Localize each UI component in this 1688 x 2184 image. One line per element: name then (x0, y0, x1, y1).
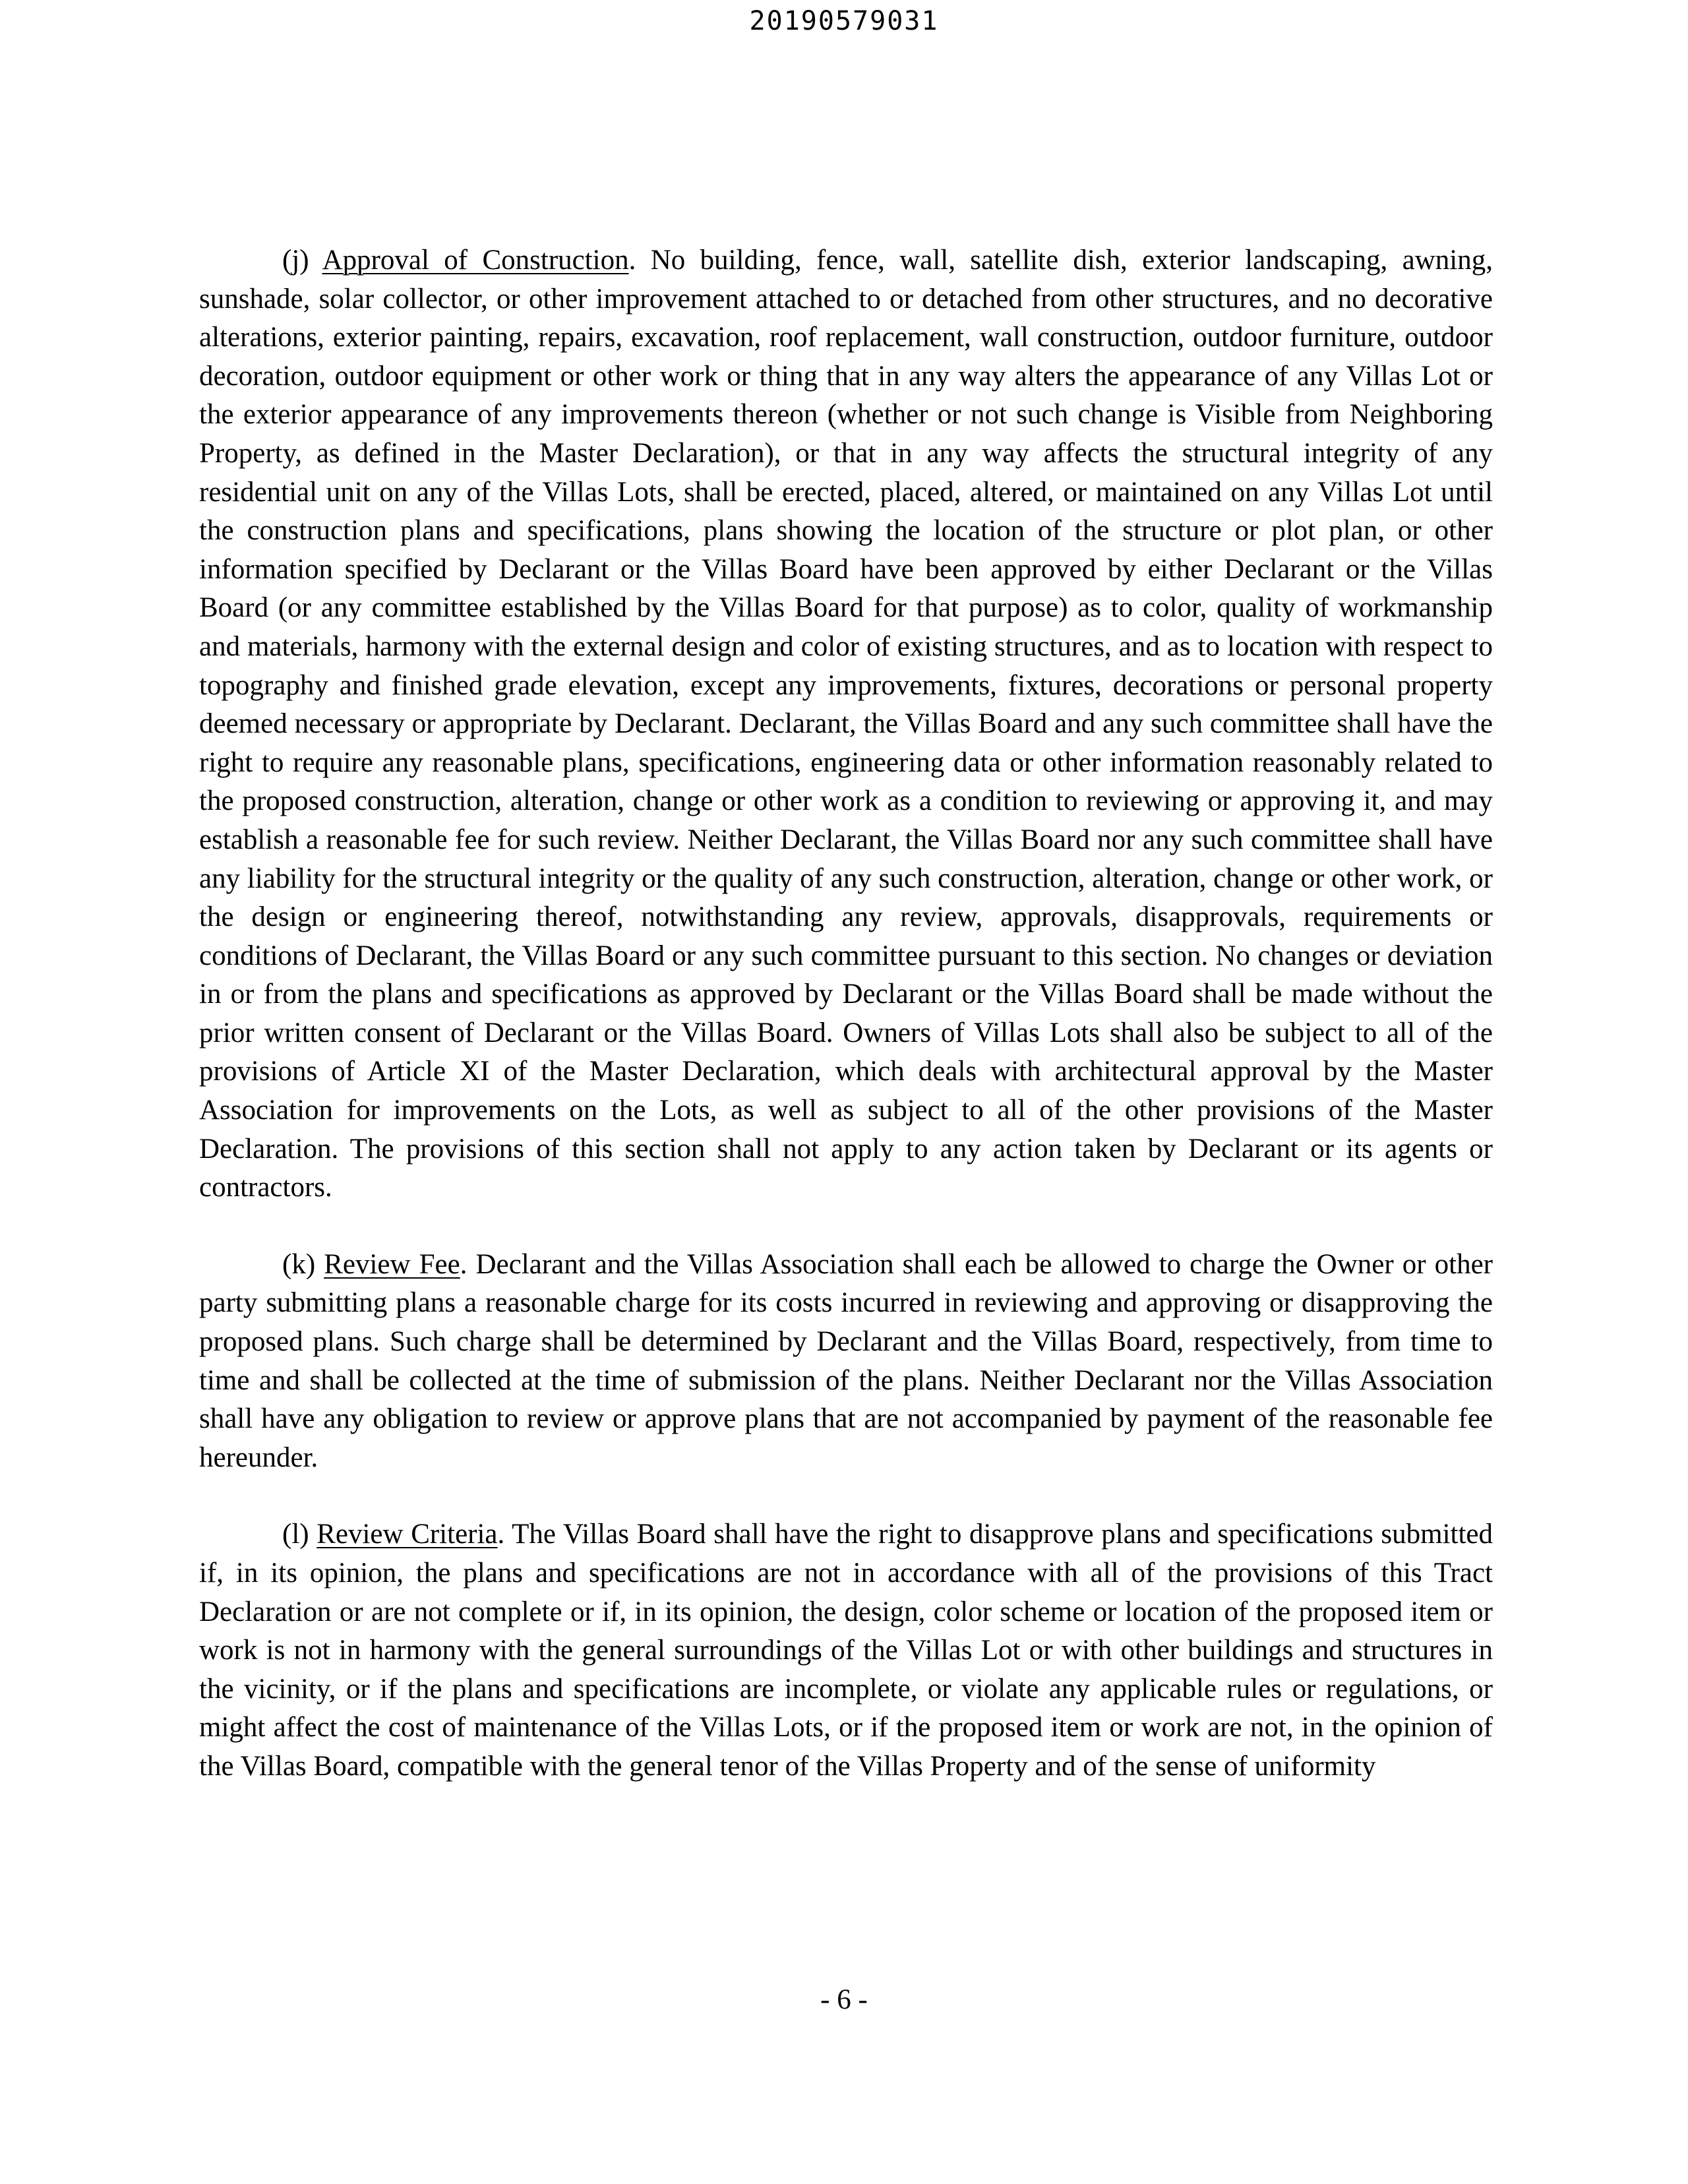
paragraph-marker: (k) (282, 1248, 316, 1280)
page-number: - 6 - (820, 1984, 868, 2015)
paragraph-marker: (j) (282, 245, 309, 276)
section-heading: Approval of Construction (322, 245, 629, 276)
paragraph-text: . Declarant and the Villas Association shall each be allowed to charge the Owner or other party submitting plans a reasonable charge for its costs incurred in reviewing and approving or disapproving the proposed plans. Such charge shall be determined by Declarant and the Villas Board, respectively, from time to time and shall be collected at the time of submission of the plans. Neither Declarant nor the Villas Association shall have any obligation to review or approve plans that are not accompanied by payment of the reasonable fee hereunder. (199, 1248, 1493, 1473)
document-body (199, 241, 1493, 1825)
paragraph-review-criteria (199, 1515, 1493, 1786)
section-heading: Review Fee (324, 1248, 460, 1280)
paragraph-text: . No building, fence, wall, satellite dish, exterior landscaping, awning, sunshade, solar collector, or other improvement attached to or detached from other structures, and no decorative alterations, exterior painting, repairs, excavation, roof replacement, wall construction, outdoor furniture, outdoor decoration, outdoor equipment or other work or thing that in any way alters the appearance of any Villas Lot or the exterior appearance of any improvements thereon (whether or not such change is Visible from Neighboring Property, as defined in the Master Declaration), or that in any way affects the structural integrity of any residential unit on any of the Villas Lots, shall be erected, placed, altered, or maintained on any Villas Lot until the construction plans and specifications, plans showing the location of the structure or plot plan, or other information specified by Declarant or the Villas Board have been approved by either Declarant or the Villas Board (or any committee established by the Villas Board for that purpose) as to color, quality of workmanship and materials, harmony with the external design and color of existing structures, and as to location with respect to topography and finished grade elevation, except any improvements, fixtures, decorations or personal property deemed necessary or appropriate by Declarant. Declarant, the Villas Board and any such committee shall have the right to require any reasonable plans, specifications, engineering data or other information reasonably related to the proposed construction, alteration, change or other work as a condition to reviewing or approving it, and may establish a reasonable fee for such review. Neither Declarant, the Villas Board nor any such committee shall have any liability for the structural integrity or the quality of any such construction, alteration, change or other work, or the design or engineering thereof, notwithstanding any review, approvals, disapprovals, requirements or conditions of Declarant, the Villas Board or any such committee pursuant to this section. No changes or deviation in or from the plans and specifications as approved by Declarant or the Villas Board shall be made without the prior written consent of Declarant or the Villas Board. Owners of Villas Lots shall also be subject to all of the provisions of Article XI of the Master Declaration, which deals with architectural approval by the Master Association for improvements on the Lots, as well as subject to all of the other provisions of the Master Declaration. The provisions of this section shall not apply to any action taken by Declarant or its agents or contractors. (199, 245, 1493, 1203)
section-heading: Review Criteria (316, 1519, 498, 1550)
paragraph-review-fee (199, 1246, 1493, 1478)
document-number: 20190579031 (749, 6, 939, 36)
paragraph-text: . The Villas Board shall have the right to disapprove plans and specifications submitted if, in its opinion, the plans and specifications are not in accordance with all of the provisions of this Tract Declaration or are not complete or if, in its opinion, the design, color scheme or location of the proposed item or work is not in harmony with the general surroundings of the Villas Lot or with other buildings and structures in the vicinity, or if the plans and specifications are incomplete, or violate any applicable rules or regulations, or might affect the cost of maintenance of the Villas Lots, or if the proposed item or work are not, in the opinion of the Villas Board, compatible with the general tenor of the Villas Property and of the sense of uniformity (199, 1519, 1493, 1782)
paragraph-marker: (l) (282, 1519, 309, 1550)
paragraph-approval-of-construction (199, 241, 1493, 1207)
